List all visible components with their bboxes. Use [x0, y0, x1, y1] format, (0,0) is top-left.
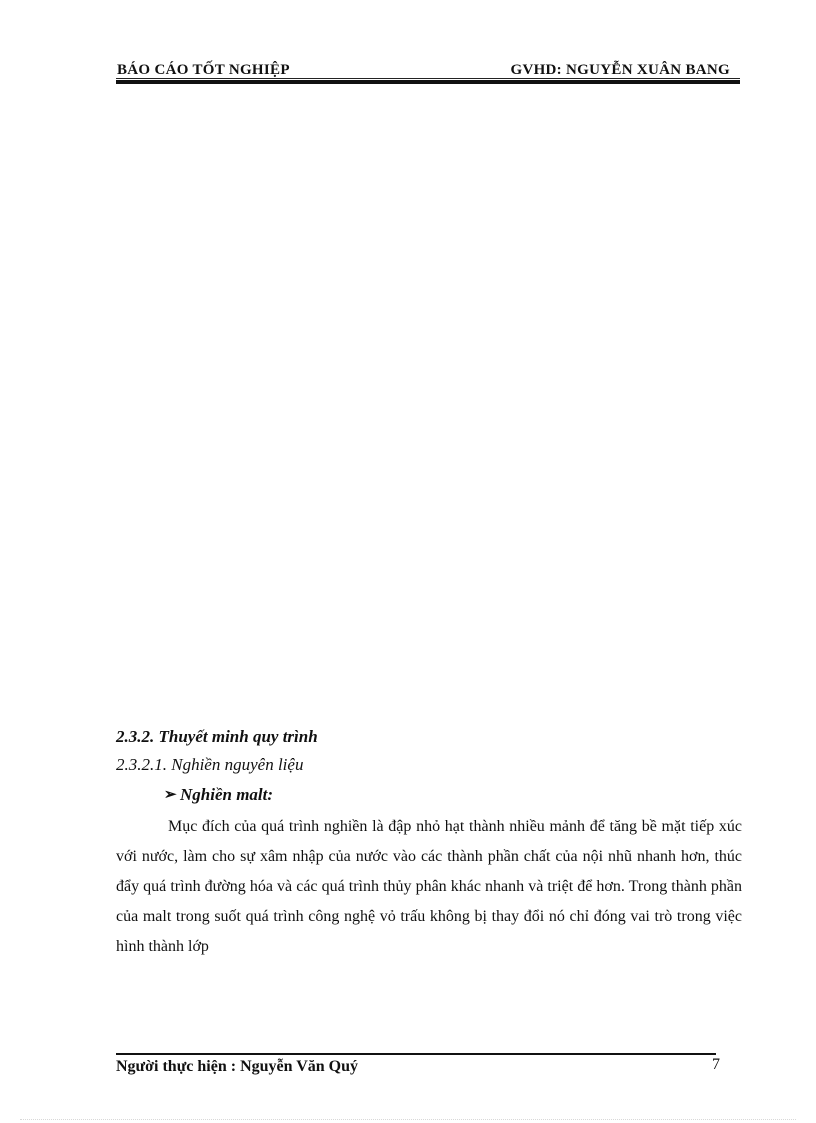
footer-author: Người thực hiện : Nguyễn Văn Quý: [116, 1058, 359, 1075]
header-rule-thick: [116, 80, 740, 84]
page-number: 7: [712, 1056, 720, 1073]
subsection-heading: 2.3.2.1. Nghiền nguyên liệu: [116, 755, 304, 774]
bullet-heading-label: Nghiền malt:: [180, 785, 274, 804]
supervisor-name: GVHD: NGUYỄN XUÂN BANG: [510, 62, 730, 78]
bullet-heading: [164, 780, 742, 810]
page-edge-divider: [20, 1119, 796, 1120]
header-rule: [116, 78, 740, 79]
arrowhead-bullet-icon: ➢: [164, 787, 177, 803]
report-title: BÁO CÁO TỐT NGHIỆP: [117, 62, 290, 78]
body-paragraph: Mục đích của quá trình nghiền là đập nhỏ hạt thành nhiều mảnh để tăng bề mặt tiếp xúc với nước, làm cho sự xâm nhập của nước vào các thành phần chất của nội nhũ nhanh hơn, thúc đẩy quá trình đường hóa và các quá trình thủy phân khác nhanh và triệt để hơn. Trong thành phần của malt trong suốt quá trình công nghệ vỏ trấu không bị thay đổi nó chỉ đóng vai trò trong việc hình thành lớp: [116, 818, 742, 955]
footer-rule: [116, 1053, 716, 1055]
page-content: [116, 724, 742, 962]
section-heading: 2.3.2. Thuyết minh quy trình: [116, 727, 318, 746]
